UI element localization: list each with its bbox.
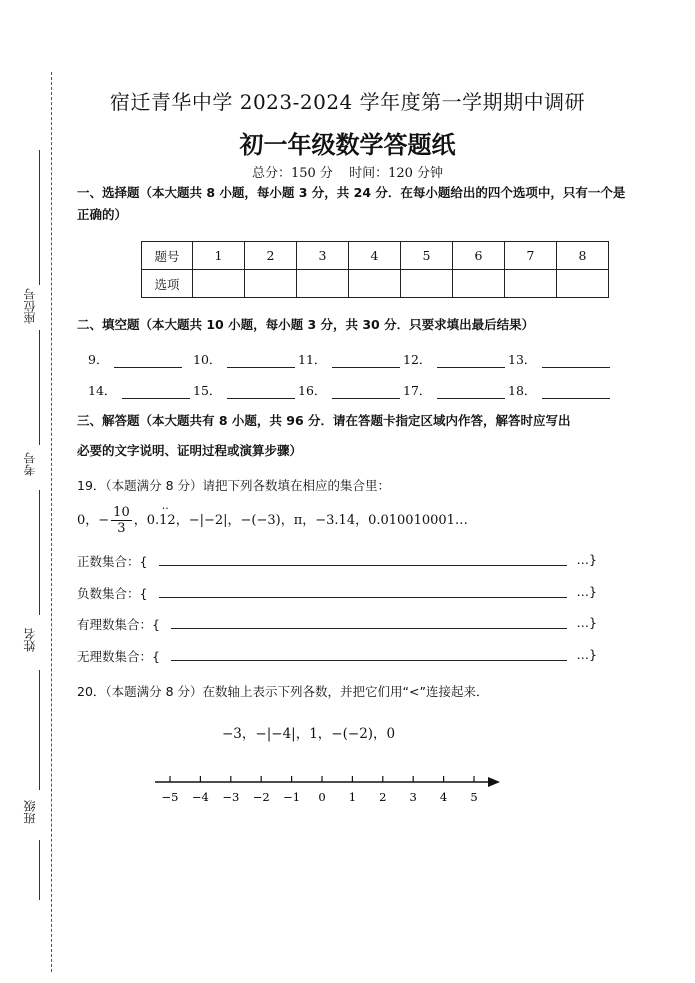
choice-answer-table xyxy=(141,241,609,298)
question-number: 7 xyxy=(505,242,557,270)
question-number: 5 xyxy=(401,242,453,270)
blank-number: 16． xyxy=(298,383,327,398)
answer-cell[interactable] xyxy=(401,270,453,298)
row-header: 选项 xyxy=(142,270,193,298)
number-line xyxy=(150,770,510,810)
expr-part: ，−|−2|，−(−3)，π，−3.14，0.010010001… xyxy=(175,513,468,528)
repeat-dots: ·· xyxy=(161,502,169,515)
section3-heading: 三、解答题（本大题共有 8 小题，共 96 分．请在答题卡指定区域内作答，解答时应写出 xyxy=(77,413,571,428)
set-answer-line[interactable] xyxy=(171,628,567,629)
axis-tick-label: 3 xyxy=(409,790,417,804)
answer-cell[interactable] xyxy=(557,270,609,298)
axis-tick-label: −4 xyxy=(191,790,209,804)
row-header: 题号 xyxy=(142,242,193,270)
blank-number: 17． xyxy=(403,383,432,398)
set-label: 有理数集合：{ xyxy=(77,617,160,632)
set-end: …} xyxy=(576,552,597,567)
section2-heading: 二、填空题（本大题共 10 小题，每小题 3 分，共 30 分．只要求填出最后结果） xyxy=(77,317,535,332)
set-end: …} xyxy=(576,615,597,630)
seat-label: 座位号 xyxy=(23,288,37,324)
axis-tick-label: 4 xyxy=(439,790,448,804)
fraction-numerator: 10 xyxy=(113,505,130,520)
blank-number: 12． xyxy=(403,352,432,367)
exam-meta xyxy=(0,162,695,181)
fill-blank-12[interactable] xyxy=(403,350,505,368)
fill-blank-17[interactable] xyxy=(403,381,505,399)
answer-line[interactable] xyxy=(227,355,295,368)
question-number: 8 xyxy=(557,242,609,270)
set-label: 正数集合：{ xyxy=(77,554,148,569)
axis-tick-label: 2 xyxy=(379,790,387,804)
fill-blank-10[interactable] xyxy=(193,350,295,368)
table-row xyxy=(142,270,609,298)
axis-tick-label: 0 xyxy=(318,790,326,804)
answer-cell[interactable] xyxy=(349,270,401,298)
answer-line[interactable] xyxy=(114,355,182,368)
answer-cell[interactable] xyxy=(453,270,505,298)
q20-numbers: −3，−|−4|，1，−(−2)，0 xyxy=(222,726,396,742)
answer-cell[interactable] xyxy=(193,270,245,298)
blank-number: 14． xyxy=(88,383,117,398)
answer-cell[interactable] xyxy=(505,270,557,298)
page-title: 初一年级数学答题纸 xyxy=(239,131,456,159)
expr-part: 0，− xyxy=(77,513,110,528)
set-label: 负数集合：{ xyxy=(77,586,148,601)
axis-ticks xyxy=(162,776,478,804)
negative-set-row xyxy=(77,584,597,602)
question-number: 6 xyxy=(453,242,505,270)
blank-number: 9． xyxy=(88,352,109,367)
answer-line[interactable] xyxy=(437,355,505,368)
fill-blank-9[interactable] xyxy=(88,350,182,368)
rational-set-row xyxy=(77,615,597,633)
fraction xyxy=(111,505,132,536)
question-number: 3 xyxy=(297,242,349,270)
exam-no-line xyxy=(39,330,40,445)
q20-prompt: 20．（本题满分 8 分）在数轴上表示下列各数，并把它们用“<”连接起来． xyxy=(77,684,489,699)
answer-cell[interactable] xyxy=(297,270,349,298)
set-answer-line[interactable] xyxy=(159,597,567,598)
blank-number: 15． xyxy=(193,383,222,398)
question-number: 2 xyxy=(245,242,297,270)
answer-cell[interactable] xyxy=(245,270,297,298)
fill-blank-14[interactable] xyxy=(88,381,190,399)
axis-tick-label: −3 xyxy=(222,790,240,804)
class-line xyxy=(39,670,40,790)
class-label: 班级 xyxy=(23,800,37,824)
cut-line xyxy=(51,72,52,972)
repeating-decimal xyxy=(146,502,176,528)
axis-tick-label: 1 xyxy=(348,790,357,804)
answer-line[interactable] xyxy=(437,386,505,399)
exam-no-label: 考号 xyxy=(23,452,37,476)
answer-line[interactable] xyxy=(332,386,400,399)
answer-line[interactable] xyxy=(227,386,295,399)
fill-blank-16[interactable] xyxy=(298,381,400,399)
table-row xyxy=(142,242,609,270)
answer-line[interactable] xyxy=(542,386,610,399)
axis-tick-label: −1 xyxy=(283,790,301,804)
set-end: …} xyxy=(576,647,597,662)
name-line xyxy=(39,490,40,615)
blank-number: 10． xyxy=(193,352,222,367)
irrational-set-row xyxy=(77,647,597,665)
set-answer-line[interactable] xyxy=(171,660,567,661)
section3-heading-cont: 必要的文字说明、证明过程或演算步骤） xyxy=(77,443,303,458)
class-line-lower xyxy=(39,840,40,900)
q19-numbers: 0，− $\frac{10}{3}$ ， ·· 0.12，−|−2|，−(−3)，π，−3.14，0.010010001… xyxy=(77,502,468,536)
question-number: 1 xyxy=(193,242,245,270)
blank-number: 18． xyxy=(508,383,537,398)
fill-blank-18[interactable] xyxy=(508,381,610,399)
answer-line[interactable] xyxy=(332,355,400,368)
total-score: 总分：150 分 xyxy=(251,166,333,181)
section1-heading: 一、选择题（本大题共 8 小题，每小题 3 分，共 24 分．在每小题给出的四个选项中，只有一个是正确的） xyxy=(77,185,626,222)
blank-number: 11． xyxy=(298,352,327,367)
fill-blank-11[interactable] xyxy=(298,350,400,368)
set-end: …} xyxy=(576,584,597,599)
fill-blank-13[interactable] xyxy=(508,350,610,368)
axis-arrow xyxy=(488,777,500,787)
fraction-denominator: 3 xyxy=(117,521,126,536)
name-label: 姓名 xyxy=(23,628,37,652)
axis-tick-label: −2 xyxy=(252,790,270,804)
set-label: 无理数集合：{ xyxy=(77,649,160,664)
blank-number: 13． xyxy=(508,352,537,367)
school-title: 宿迁青华中学 2023-2024 学年度第一学期期中调研 xyxy=(109,90,586,114)
fill-blank-15[interactable] xyxy=(193,381,295,399)
answer-line[interactable] xyxy=(542,355,610,368)
axis-tick-label: −5 xyxy=(161,790,179,804)
exam-time: 时间：120 分钟 xyxy=(349,166,444,181)
answer-line[interactable] xyxy=(122,386,190,399)
q19-prompt: 19．（本题满分 8 分）请把下列各数填在相应的集合里： xyxy=(77,478,391,493)
repeating-value: 0.12 xyxy=(146,513,176,528)
set-answer-line[interactable] xyxy=(159,565,567,566)
positive-set-row xyxy=(77,552,597,570)
axis-tick-label: 5 xyxy=(470,790,478,804)
question-number: 4 xyxy=(349,242,401,270)
